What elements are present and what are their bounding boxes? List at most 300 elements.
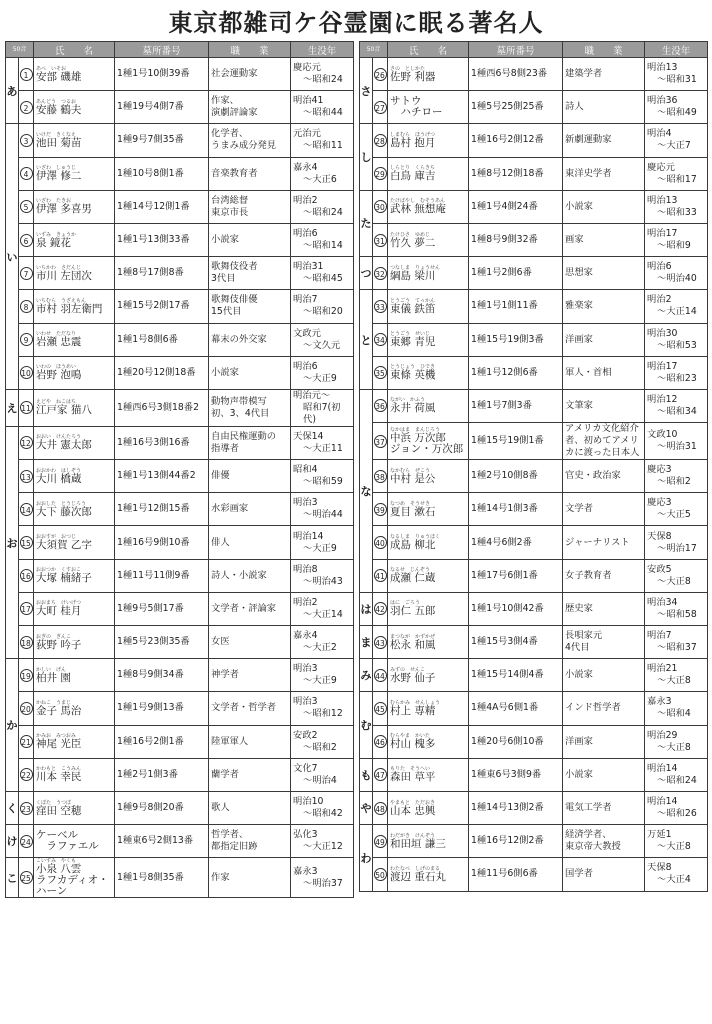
entry-number-badge: 11 bbox=[20, 401, 33, 414]
person-name: 山本 忠興 bbox=[390, 804, 436, 817]
entry-number-cell bbox=[19, 157, 34, 190]
table-row bbox=[6, 290, 354, 323]
table-row bbox=[6, 460, 354, 493]
person-name: 和田垣 謙三 bbox=[390, 837, 446, 850]
person-name-cell bbox=[388, 257, 469, 290]
birth-death-years-cell bbox=[291, 91, 354, 124]
death-year: ～昭和2 bbox=[303, 741, 337, 753]
entry-number-cell bbox=[373, 758, 388, 791]
plot-number-cell: 1種17号6側1番 bbox=[469, 559, 563, 592]
birth-year: 天保8 bbox=[647, 530, 672, 542]
plot-number-cell: 1種15号3側4番 bbox=[469, 626, 563, 659]
entry-number-badge: 43 bbox=[374, 636, 387, 649]
name-furigana: かねこ うまじ bbox=[36, 699, 72, 706]
person-name: 岩瀬 忠震 bbox=[36, 336, 82, 349]
name-furigana: とうじょう ひでき bbox=[390, 364, 436, 371]
birth-death-years-cell bbox=[291, 626, 354, 659]
plot-number-cell: 1種20号12側18番 bbox=[115, 356, 209, 389]
entry-number-badge: 29 bbox=[374, 167, 387, 180]
person-name-cell bbox=[34, 356, 115, 389]
death-year: ～大正9 bbox=[303, 542, 337, 554]
plot-number-cell: 1種東6号3側9番 bbox=[469, 758, 563, 791]
plot-number-cell: 1種11号6側6番 bbox=[469, 858, 563, 891]
person-name-cell bbox=[388, 725, 469, 758]
birth-death-years-cell bbox=[291, 592, 354, 625]
kana-group-cell: は bbox=[360, 592, 373, 625]
birth-death-years-cell bbox=[645, 389, 708, 422]
occupation-cell: 小説家 bbox=[209, 223, 291, 256]
occupation-cell: 東洋史学者 bbox=[563, 157, 645, 190]
table-row bbox=[360, 190, 708, 223]
birth-year: 文政10 bbox=[647, 429, 678, 441]
entry-number-badge: 9 bbox=[20, 333, 33, 346]
person-name: 東條 英機 bbox=[390, 369, 436, 382]
entry-number-cell bbox=[373, 290, 388, 323]
person-name-cell bbox=[34, 323, 115, 356]
birth-year: 明治元～ bbox=[293, 389, 331, 401]
plot-number-cell: 1種16号3側16番 bbox=[115, 426, 209, 459]
kana-group-cell: こ bbox=[6, 858, 19, 898]
death-year: ～文久元 bbox=[303, 339, 341, 351]
birth-death-years-cell bbox=[645, 758, 708, 791]
table-header-row bbox=[6, 42, 354, 58]
table-row bbox=[6, 323, 354, 356]
death-year: ～昭和11 bbox=[303, 140, 343, 152]
occupation-cell: 神学者 bbox=[209, 659, 291, 692]
occupation-cell: 作家 bbox=[209, 858, 291, 898]
occupation-cell: 建築学者 bbox=[563, 58, 645, 91]
table-row bbox=[6, 389, 354, 426]
name-furigana: あべ いそお bbox=[36, 65, 67, 72]
birth-death-years-cell bbox=[645, 493, 708, 526]
birth-death-years-cell bbox=[291, 257, 354, 290]
person-name: 川本 幸民 bbox=[36, 771, 82, 784]
person-name-cell bbox=[388, 626, 469, 659]
death-year: ～明治17 bbox=[657, 542, 697, 554]
occupation-cell: 陸軍軍人 bbox=[209, 725, 291, 758]
plot-number-cell: 1種2号1側3番 bbox=[115, 758, 209, 791]
entry-number-badge: 13 bbox=[20, 470, 33, 483]
plot-number-cell: 1種20号6側10番 bbox=[469, 725, 563, 758]
birth-death-years-cell bbox=[291, 389, 354, 426]
plot-number-cell: 1種14号13側2番 bbox=[469, 791, 563, 824]
person-name-cell bbox=[34, 190, 115, 223]
death-year: ～大正8 bbox=[657, 575, 691, 587]
death-year: ～昭和26 bbox=[657, 808, 697, 820]
birth-year: 文政元 bbox=[293, 327, 321, 339]
person-name: 金子 馬治 bbox=[36, 704, 82, 717]
entry-number-cell bbox=[373, 124, 388, 157]
birth-year: 明治6 bbox=[647, 261, 672, 273]
person-name: 松永 和風 bbox=[390, 638, 436, 651]
occupation-cell: 画家 bbox=[563, 223, 645, 256]
entry-number-cell bbox=[373, 526, 388, 559]
name-furigana: むらやま かいた bbox=[390, 733, 431, 740]
person-name-cell bbox=[388, 157, 469, 190]
person-name-cell bbox=[388, 290, 469, 323]
person-name-cell bbox=[34, 592, 115, 625]
person-name: 大町 桂月 bbox=[36, 605, 82, 618]
occupation-cell: 作家、 演劇評論家 bbox=[209, 91, 291, 124]
death-year: ～大正8 bbox=[657, 675, 691, 687]
birth-year: 慶応3 bbox=[647, 464, 672, 476]
table-row bbox=[360, 659, 708, 692]
occupation-cell: 音楽教育者 bbox=[209, 157, 291, 190]
kana-group-cell: あ bbox=[6, 58, 19, 124]
plot-number-cell: 1種2号10側8番 bbox=[469, 460, 563, 493]
table-row bbox=[360, 758, 708, 791]
birth-death-years-cell bbox=[291, 858, 354, 898]
birth-death-years-cell bbox=[645, 626, 708, 659]
birth-year: 明治13 bbox=[647, 62, 678, 74]
person-name: 夏目 漱石 bbox=[390, 505, 436, 518]
person-name-cell bbox=[388, 791, 469, 824]
person-name-cell bbox=[34, 758, 115, 791]
name-furigana: おおつか くすおこ bbox=[36, 567, 81, 574]
birth-year: 明治3 bbox=[293, 696, 318, 708]
birth-year: 慶応元 bbox=[647, 161, 675, 173]
death-year: ～大正7 bbox=[657, 140, 691, 152]
birth-year: 明治21 bbox=[647, 663, 678, 675]
plot-number-cell: 1種14号12側1番 bbox=[115, 190, 209, 223]
birth-year: 嘉永3 bbox=[293, 865, 318, 877]
kana-group-cell: わ bbox=[360, 825, 373, 891]
entry-number-badge: 40 bbox=[374, 536, 387, 549]
birth-year: 明治36 bbox=[647, 95, 678, 107]
death-year: ～大正12 bbox=[303, 841, 343, 853]
person-name: 村山 槐多 bbox=[390, 738, 436, 751]
birth-death-years-cell bbox=[645, 460, 708, 493]
plot-number-cell: 1種1号9側13番 bbox=[115, 692, 209, 725]
person-name: 竹久 夢二 bbox=[390, 236, 436, 249]
plot-number-cell: 1種14号1側3番 bbox=[469, 493, 563, 526]
table-row bbox=[360, 858, 708, 891]
occupation-cell: 女子教育者 bbox=[563, 559, 645, 592]
death-year: ～昭和45 bbox=[303, 273, 343, 285]
person-name: 東儀 鉄笛 bbox=[390, 302, 436, 315]
occupation-cell: 哲学者、 都指定旧跡 bbox=[209, 825, 291, 858]
table-row bbox=[6, 190, 354, 223]
entry-number-badge: 44 bbox=[374, 669, 387, 682]
plot-number-cell: 1種15号14側4番 bbox=[469, 659, 563, 692]
header-name: 氏 名 bbox=[34, 42, 115, 58]
plot-number-cell: 1種8号9側32番 bbox=[469, 223, 563, 256]
entry-number-cell bbox=[19, 692, 34, 725]
name-furigana: まつなが かずかぜ bbox=[390, 633, 436, 640]
table-row bbox=[360, 725, 708, 758]
death-year: ～大正8 bbox=[657, 741, 691, 753]
occupation-cell: 台湾総督 東京市長 bbox=[209, 190, 291, 223]
plot-number-cell: 1種5号23側35番 bbox=[115, 626, 209, 659]
person-name: 窪田 空穂 bbox=[36, 804, 82, 817]
entry-number-badge: 19 bbox=[20, 669, 33, 682]
person-name-cell bbox=[388, 124, 469, 157]
kana-group-cell: え bbox=[6, 389, 19, 426]
occupation-cell: 社会運動家 bbox=[209, 58, 291, 91]
entry-number-cell bbox=[19, 659, 34, 692]
header-plot-number: 墓所番号 bbox=[469, 42, 563, 58]
entry-number-badge: 27 bbox=[374, 101, 387, 114]
person-name: 綱島 梁川 bbox=[390, 269, 436, 282]
entry-number-badge: 10 bbox=[20, 366, 33, 379]
plot-number-cell: 1種西6号3側18番2 bbox=[115, 389, 209, 426]
entry-number-cell bbox=[373, 389, 388, 422]
birth-death-years-cell bbox=[291, 190, 354, 223]
table-row bbox=[6, 526, 354, 559]
person-name: 東郷 青児 bbox=[390, 336, 436, 349]
name-furigana: つなしま りょうせん bbox=[390, 264, 441, 271]
birth-death-years-cell bbox=[645, 825, 708, 858]
plot-number-cell: 1種東6号2側13番 bbox=[115, 825, 209, 858]
person-name-cell bbox=[34, 791, 115, 824]
entry-number-cell bbox=[19, 825, 34, 858]
person-name: 大川 橋蔵 bbox=[36, 472, 82, 485]
name-furigana: いざわ たきお bbox=[36, 198, 72, 205]
birth-death-years-cell bbox=[291, 460, 354, 493]
plot-number-cell: 1種4A号6側1番 bbox=[469, 692, 563, 725]
table-row bbox=[6, 692, 354, 725]
plot-number-cell: 1種1号13側44番2 bbox=[115, 460, 209, 493]
occupation-cell: 洋画家 bbox=[563, 725, 645, 758]
occupation-cell: 小説家 bbox=[563, 190, 645, 223]
name-furigana: おおかわ はしぞう bbox=[36, 467, 82, 474]
entry-number-badge: 32 bbox=[374, 267, 387, 280]
plot-number-cell: 1種16号9側10番 bbox=[115, 526, 209, 559]
kana-group-cell: さ bbox=[360, 58, 373, 124]
plot-number-cell: 1種10号8側1番 bbox=[115, 157, 209, 190]
header-kana-group: 50音 bbox=[6, 42, 34, 58]
occupation-cell: 自由民権運動の 指導者 bbox=[209, 426, 291, 459]
header-occupation: 職 業 bbox=[563, 42, 645, 58]
person-name: 市村 羽左衛門 bbox=[36, 302, 103, 315]
name-furigana: なつめ そうせき bbox=[390, 500, 431, 507]
entry-number-badge: 34 bbox=[374, 333, 387, 346]
page-title: 東京都雑司ケ谷霊園に眠る著名人 bbox=[168, 9, 544, 37]
table-row bbox=[6, 825, 354, 858]
entry-number-cell bbox=[373, 257, 388, 290]
birth-year: 嘉永4 bbox=[293, 630, 318, 642]
name-furigana: おおまち けいげつ bbox=[36, 600, 82, 607]
birth-death-years-cell bbox=[645, 124, 708, 157]
plot-number-cell: 1種1号13側33番 bbox=[115, 223, 209, 256]
death-year: ～昭和9 bbox=[657, 240, 691, 252]
entry-number-cell bbox=[19, 257, 34, 290]
kana-group-cell: く bbox=[6, 791, 19, 824]
person-name-cell bbox=[34, 526, 115, 559]
birth-death-years-cell bbox=[645, 190, 708, 223]
death-year: ～大正14 bbox=[657, 306, 697, 318]
entry-number-cell bbox=[19, 356, 34, 389]
kana-group-cell: む bbox=[360, 692, 373, 758]
person-name: 神尾 光臣 bbox=[36, 738, 82, 751]
death-year: ～大正6 bbox=[303, 173, 337, 185]
table-row bbox=[6, 858, 354, 898]
name-furigana: あんどう つるお bbox=[36, 98, 77, 105]
occupation-cell: 雅楽家 bbox=[563, 290, 645, 323]
person-name: 羽仁 五郎 bbox=[390, 605, 436, 618]
birth-year: 明治6 bbox=[293, 228, 318, 240]
birth-death-years-cell bbox=[645, 559, 708, 592]
entry-number-cell bbox=[19, 626, 34, 659]
plot-number-cell: 1種1号8側35番 bbox=[115, 858, 209, 898]
name-furigana: ながい かふう bbox=[390, 397, 426, 404]
table-row bbox=[6, 157, 354, 190]
plot-number-cell: 1種1号10側39番 bbox=[115, 58, 209, 91]
occupation-cell: 歴史家 bbox=[563, 592, 645, 625]
person-name: ケーベル ラファエル bbox=[36, 829, 99, 853]
entry-number-cell bbox=[19, 526, 34, 559]
death-year: ～明治40 bbox=[657, 273, 697, 285]
name-furigana: くぼた うつぼ bbox=[36, 799, 72, 806]
person-name-cell bbox=[388, 356, 469, 389]
death-year: ～大正11 bbox=[303, 442, 343, 454]
table-row bbox=[6, 592, 354, 625]
table-row bbox=[6, 223, 354, 256]
occupation-cell: 詩人・小説家 bbox=[209, 559, 291, 592]
birth-death-years-cell bbox=[645, 157, 708, 190]
birth-year: 明治7 bbox=[293, 294, 318, 306]
plot-number-cell: 1種16号12側2番 bbox=[469, 825, 563, 858]
entry-number-badge: 38 bbox=[374, 470, 387, 483]
death-year: ～明治43 bbox=[303, 575, 343, 587]
entry-number-badge: 50 bbox=[374, 868, 387, 881]
entry-number-cell bbox=[19, 426, 34, 459]
entry-number-cell bbox=[373, 157, 388, 190]
birth-year: 明治30 bbox=[647, 327, 678, 339]
occupation-cell: ジャーナリスト bbox=[563, 526, 645, 559]
occupation-cell: 官史・政治家 bbox=[563, 460, 645, 493]
birth-death-years-cell bbox=[291, 157, 354, 190]
entry-number-cell bbox=[373, 190, 388, 223]
table-row bbox=[360, 825, 708, 858]
plot-number-cell: 1種1号8側6番 bbox=[115, 323, 209, 356]
entry-number-cell bbox=[19, 493, 34, 526]
table-row bbox=[6, 559, 354, 592]
entry-number-badge: 17 bbox=[20, 602, 33, 615]
table-row bbox=[6, 124, 354, 157]
entry-number-cell bbox=[373, 659, 388, 692]
entry-number-badge: 25 bbox=[20, 871, 33, 884]
occupation-cell: 新劇運動家 bbox=[563, 124, 645, 157]
entry-number-badge: 33 bbox=[374, 300, 387, 313]
famous-people-table-left bbox=[5, 41, 354, 898]
plot-number-cell: 1種1号10側42番 bbox=[469, 592, 563, 625]
occupation-cell: 俳優 bbox=[209, 460, 291, 493]
entry-number-badge: 1 bbox=[20, 68, 33, 81]
entry-number-badge: 24 bbox=[20, 835, 33, 848]
person-name: 佐野 利器 bbox=[390, 70, 436, 83]
header-occupation: 職 業 bbox=[209, 42, 291, 58]
kana-group-cell: と bbox=[360, 290, 373, 390]
death-year: ～明治31 bbox=[657, 441, 697, 453]
entry-number-badge: 16 bbox=[20, 569, 33, 582]
birth-year: 明治2 bbox=[293, 194, 318, 206]
person-name-cell bbox=[388, 91, 469, 124]
birth-year: 明治8 bbox=[293, 563, 318, 575]
entry-number-badge: 26 bbox=[374, 68, 387, 81]
birth-year: 明治41 bbox=[293, 95, 324, 107]
table-row bbox=[360, 460, 708, 493]
entry-number-cell bbox=[19, 559, 34, 592]
birth-death-years-cell bbox=[291, 290, 354, 323]
birth-death-years-cell bbox=[645, 692, 708, 725]
birth-year: 明治17 bbox=[647, 228, 678, 240]
plot-number-cell: 1種8号17側8番 bbox=[115, 257, 209, 290]
occupation-cell: 小説家 bbox=[209, 356, 291, 389]
person-name: 伊澤 修二 bbox=[36, 170, 82, 183]
header-name: 氏 名 bbox=[388, 42, 469, 58]
death-year: ～昭和42 bbox=[303, 808, 343, 820]
entry-number-cell bbox=[19, 460, 34, 493]
plot-number-cell: 1種9号7側35番 bbox=[115, 124, 209, 157]
death-year: ～大正2 bbox=[303, 642, 337, 654]
person-name: 池田 菊苗 bbox=[36, 136, 82, 149]
entry-number-badge: 22 bbox=[20, 768, 33, 781]
kana-group-cell: ま bbox=[360, 626, 373, 659]
name-furigana: おぎの ぎんこ bbox=[36, 633, 72, 640]
person-name-cell bbox=[388, 692, 469, 725]
name-furigana: なるしま りゅうほく bbox=[390, 534, 441, 541]
death-year: ～昭和17 bbox=[657, 173, 697, 185]
occupation-cell: 電気工学者 bbox=[563, 791, 645, 824]
person-name: 渡辺 重石丸 bbox=[390, 870, 446, 883]
entry-number-badge: 7 bbox=[20, 267, 33, 280]
birth-year: 明治14 bbox=[647, 762, 678, 774]
birth-year: 明治7 bbox=[647, 630, 672, 642]
birth-death-years-cell bbox=[645, 791, 708, 824]
table-row bbox=[360, 389, 708, 422]
person-name-cell bbox=[34, 493, 115, 526]
entry-number-badge: 12 bbox=[20, 436, 33, 449]
table-row bbox=[360, 157, 708, 190]
plot-number-cell: 1種16号2側12番 bbox=[469, 124, 563, 157]
entry-number-cell bbox=[373, 423, 388, 460]
table-row bbox=[6, 725, 354, 758]
person-name: 泉 鏡花 bbox=[36, 236, 71, 249]
person-name: 森田 草平 bbox=[390, 771, 436, 784]
occupation-cell: 文筆家 bbox=[563, 389, 645, 422]
entry-number-cell bbox=[373, 460, 388, 493]
person-name-cell bbox=[388, 389, 469, 422]
plot-number-cell: 1種8号12側18番 bbox=[469, 157, 563, 190]
entry-number-badge: 20 bbox=[20, 702, 33, 715]
table-row bbox=[360, 290, 708, 323]
death-year: ～昭和31 bbox=[657, 74, 697, 86]
entry-number-cell bbox=[19, 592, 34, 625]
kana-group-cell: い bbox=[6, 124, 19, 390]
occupation-cell: 水彩画家 bbox=[209, 493, 291, 526]
birth-death-years-cell bbox=[291, 758, 354, 791]
name-furigana: かわもと こうみん bbox=[36, 766, 82, 773]
death-year: ～昭和44 bbox=[303, 107, 343, 119]
plot-number-cell: 1種8号9側34番 bbox=[115, 659, 209, 692]
entry-number-cell bbox=[19, 791, 34, 824]
table-row bbox=[360, 58, 708, 91]
death-year: ～昭和20 bbox=[303, 306, 343, 318]
header-birth-death-years: 生没年 bbox=[645, 42, 708, 58]
table-row bbox=[360, 91, 708, 124]
birth-death-years-cell bbox=[291, 659, 354, 692]
header-birth-death-years: 生没年 bbox=[291, 42, 354, 58]
birth-death-years-cell bbox=[645, 58, 708, 91]
occupation-cell: 化学者、 うまみ成分発見 bbox=[209, 124, 291, 157]
birth-year: 慶応元 bbox=[293, 62, 321, 74]
entry-number-cell bbox=[373, 356, 388, 389]
plot-number-cell: 1種1号4側24番 bbox=[469, 190, 563, 223]
table-row bbox=[6, 356, 354, 389]
entry-number-badge: 41 bbox=[374, 569, 387, 582]
kana-group-cell: も bbox=[360, 758, 373, 791]
